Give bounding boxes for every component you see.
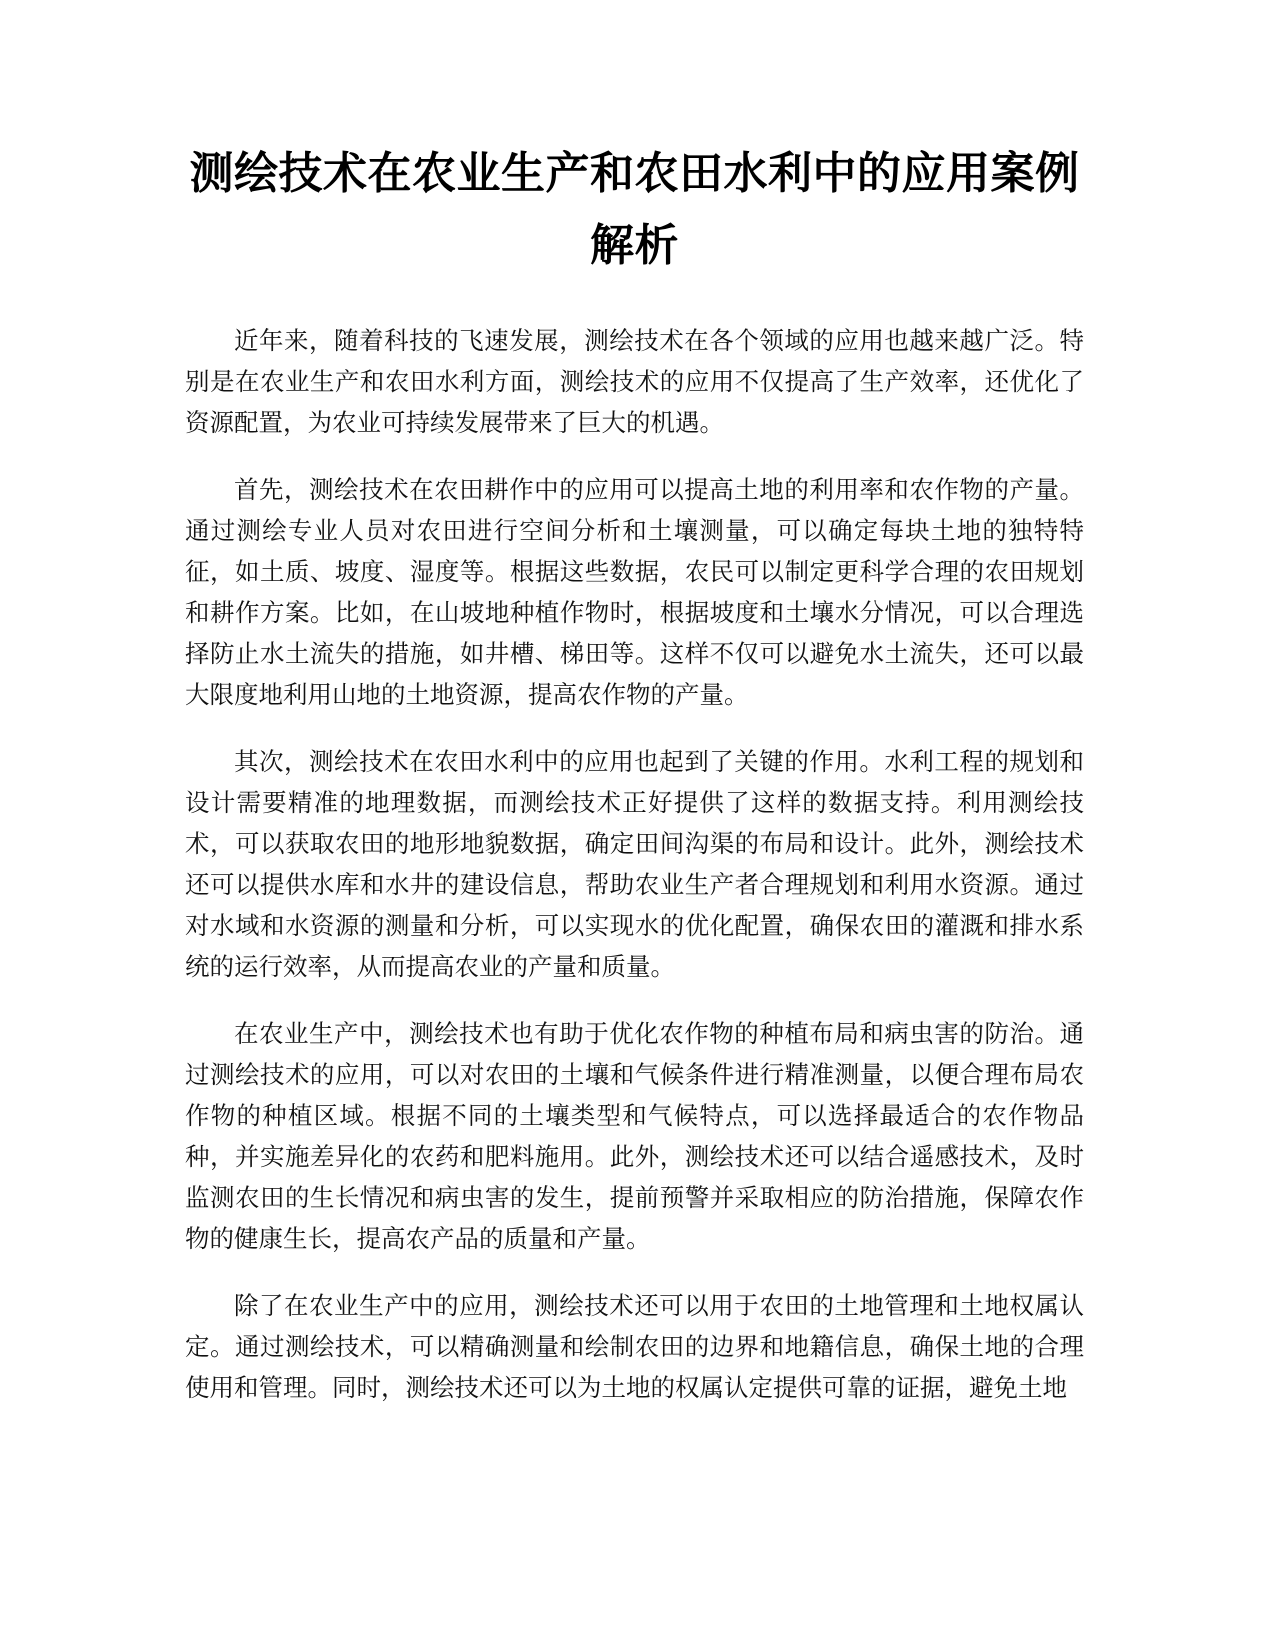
document-body [185,320,1084,1408]
paragraph-1: 近年来，随着科技的飞速发展，测绘技术在各个领域的应用也越来越广泛。特别是在农业生产和农田水利方面，测绘技术的应用不仅提高了生产效率，还优化了资源配置，为农业可持续发展带来了巨大的机遇。 [185,326,1084,437]
paragraph-3: 其次，测绘技术在农田水利中的应用也起到了关键的作用。水利工程的规划和设计需要精准的地理数据，而测绘技术正好提供了这样的数据支持。利用测绘技术，可以获取农田的地形地貌数据，确定田间沟渠的布局和设计。此外，测绘技术还可以提供水库和水井的建设信息，帮助农业生产者合理规划和利用水资源。通过对水域和水资源的测量和分析，可以实现水的优化配置，确保农田的灌溉和排水系统的运行效率，从而提高农业的产量和质量。 [185,747,1084,981]
paragraph-2: 首先，测绘技术在农田耕作中的应用可以提高土地的利用率和农作物的产量。通过测绘专业人员对农田进行空间分析和土壤测量，可以确定每块土地的独特特征，如土质、坡度、湿度等。根据这些数据，农民可以制定更科学合理的农田规划和耕作方案。比如，在山坡地种植作物时，根据坡度和土壤水分情况，可以合理选择防止水土流失的措施，如井槽、梯田等。这样不仅可以避免水土流失，还可以最大限度地利用山地的土地资源，提高农作物的产量。 [185,475,1084,709]
paragraph-4: 在农业生产中，测绘技术也有助于优化农作物的种植布局和病虫害的防治。通过测绘技术的应用，可以对农田的土壤和气候条件进行精准测量，以便合理布局农作物的种植区域。根据不同的土壤类型和气候特点，可以选择最适合的农作物品种，并实施差异化的农药和肥料施用。此外，测绘技术还可以结合遥感技术，及时监测农田的生长情况和病虫害的发生，提前预警并采取相应的防治措施，保障农作物的健康生长，提高农产品的质量和产量。 [185,1019,1084,1253]
document-title: 测绘技术在农业生产和农田水利中的应用案例解析 [189,148,1080,271]
paragraph-5: 除了在农业生产中的应用，测绘技术还可以用于农田的土地管理和土地权属认定。通过测绘技术，可以精确测量和绘制农田的边界和地籍信息，确保土地的合理使用和管理。同时，测绘技术还可以为土地的权属认定提供可靠的证据，避免土地 [185,1291,1084,1402]
